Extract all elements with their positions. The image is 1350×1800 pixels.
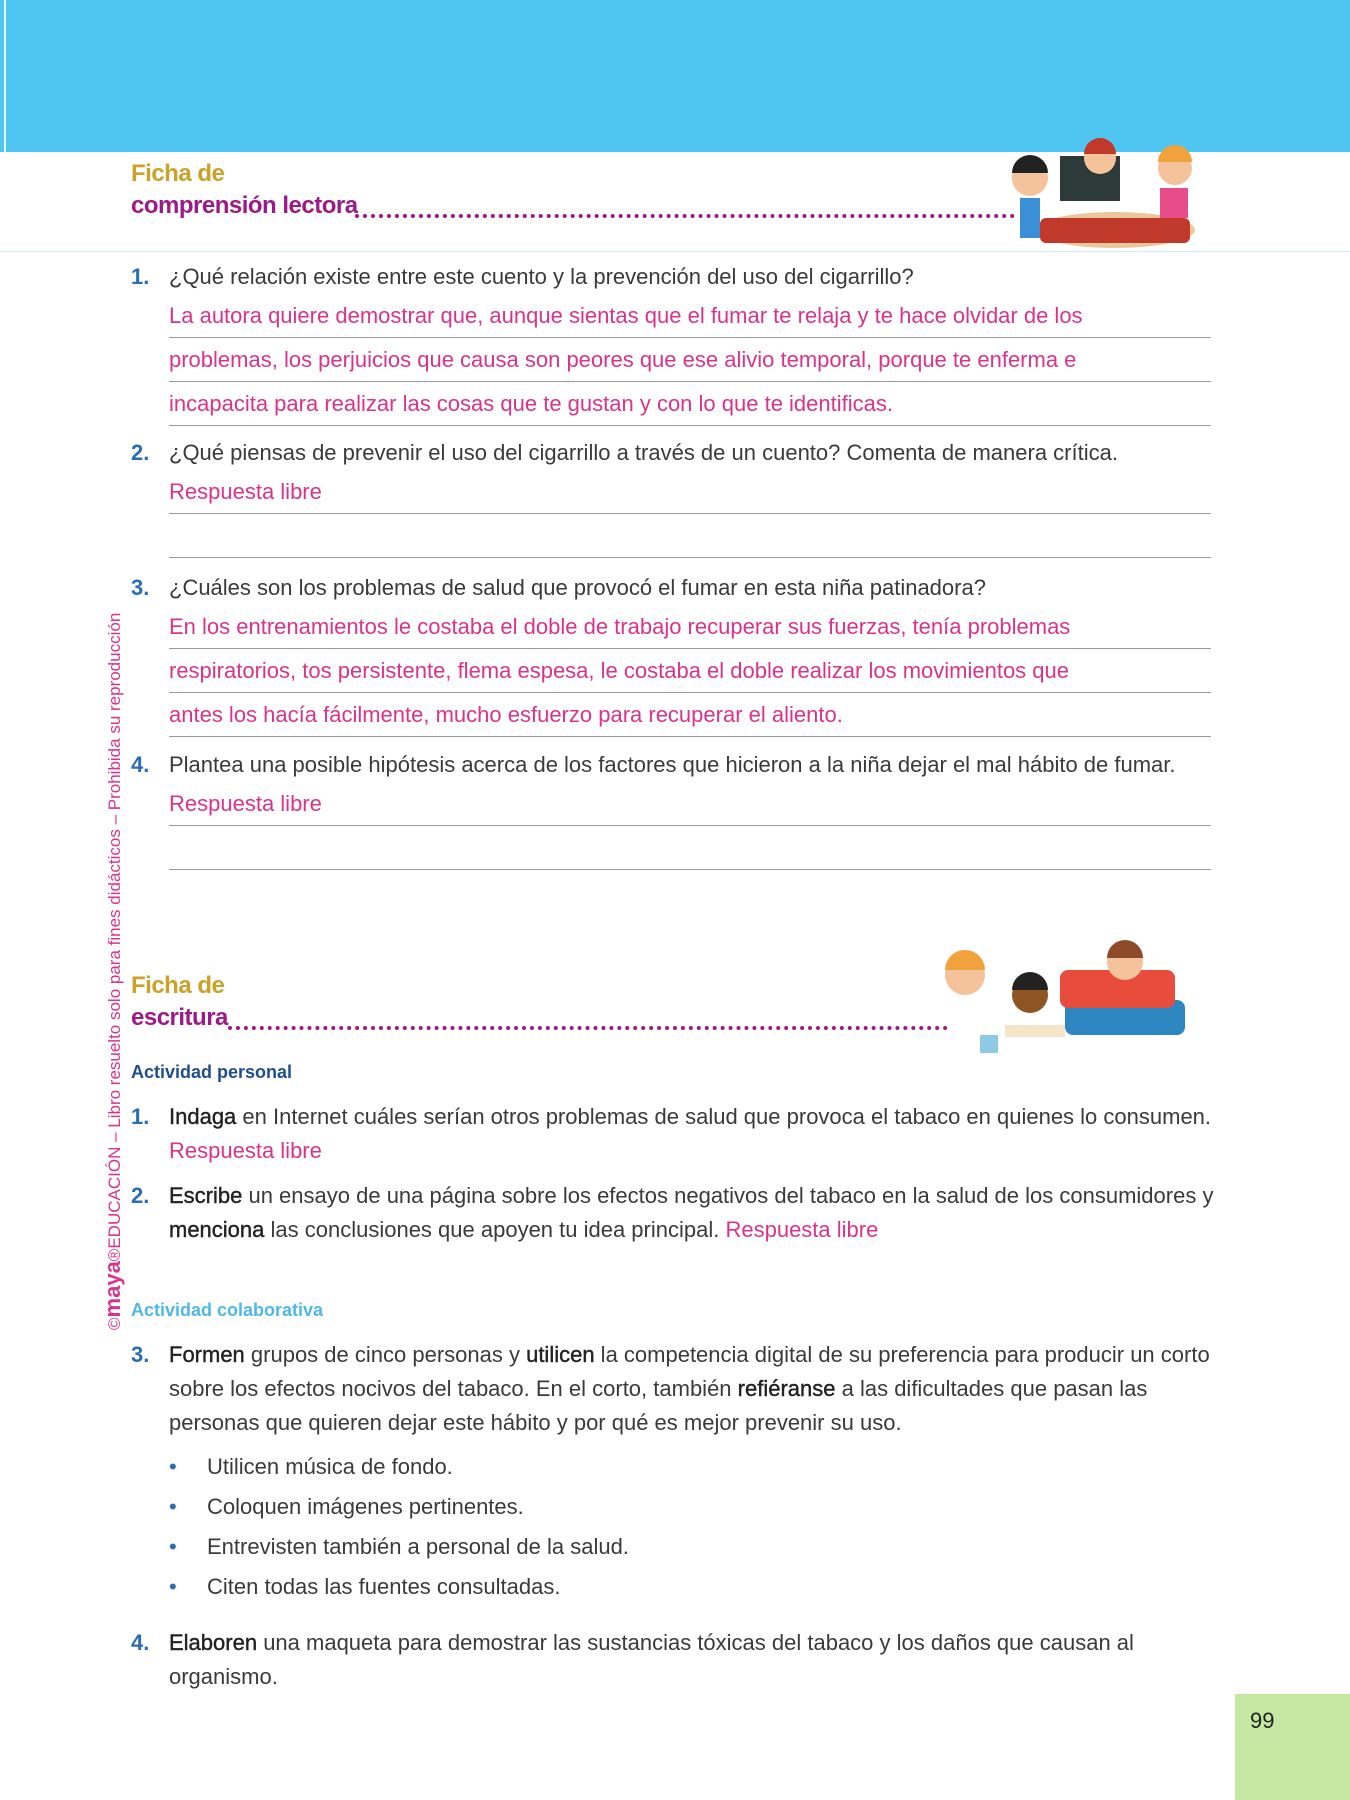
page-number: 99 bbox=[1250, 1708, 1275, 1733]
header-band bbox=[0, 0, 1350, 152]
answer-line: problemas, los perjuicios que causa son peores que ese alivio temporal, porque te enferma e bbox=[169, 338, 1211, 382]
bullet-item: • Utilicen música de fondo. bbox=[169, 1447, 629, 1487]
question-3: 3. ¿Cuáles son los problemas de salud que provocó el fumar en esta niña patinadora? En los entrenamientos le costaba el doble de trabajo recuperar sus fuerzas, tenía problemas respiratorios, tos persistente, flema espesa, le costaba el doble realizar los movimientos que antes los hacía fácilmente, mucho esfuerzo para recuperar el aliento. bbox=[131, 571, 1211, 737]
question-1: 1. ¿Qué relación existe entre este cuento y la prevención del uso del cigarrillo? La autora quiere demostrar que, aunque sientas que el fumar te relaja y te hace olvidar de los problemas, los perjuicios que causa son peores que ese alivio temporal, porque te enferma e incapacita para realizar las cosas que te gustan y con lo que te identificas. bbox=[131, 260, 1211, 426]
writing-item-4: 4. Elaboren una maqueta para demostrar las sustancias tóxicas del tabaco y los daños que causan al organismo. bbox=[131, 1630, 1134, 1689]
writing-item-2: 2. Escribe un ensayo de una página sobre los efectos negativos del tabaco en la salud de los consumidores y menciona las conclusiones que apoyen tu idea principal. Respuesta libre bbox=[131, 1183, 1214, 1242]
blank-line bbox=[169, 514, 1211, 558]
label-actividad-colaborativa: Actividad colaborativa bbox=[131, 1300, 324, 1320]
kids-reading-illustration bbox=[995, 138, 1205, 253]
copyright-side-note: ©maya®EDUCACIÓN – Libro resuelto solo para fines didácticos – Prohibida su reproducción bbox=[100, 612, 125, 1330]
bullet-item: • Citen todas las fuentes consultadas. bbox=[169, 1567, 629, 1607]
answer-line: antes los hacía fácilmente, mucho esfuerzo para recuperar el aliento. bbox=[169, 693, 1211, 737]
bullet-list bbox=[169, 1447, 629, 1607]
page-number-box bbox=[1235, 1694, 1350, 1800]
blank-line bbox=[169, 826, 1211, 870]
dotted-rule bbox=[355, 214, 1015, 218]
label-actividad-personal: Actividad personal bbox=[131, 1062, 293, 1082]
dotted-rule bbox=[228, 1026, 948, 1030]
answer-line: incapacita para realizar las cosas que te gustan y con lo que te identificas. bbox=[169, 382, 1211, 426]
bullet-item: • Coloquen imágenes pertinentes. bbox=[169, 1487, 629, 1527]
writing-item-1: 1. Indaga en Internet cuáles serían otros problemas de salud que provoca el tabaco en quienes lo consumen. Respuesta libre bbox=[131, 1104, 1212, 1163]
answer-line: Respuesta libre bbox=[169, 470, 1211, 514]
answer-line: respiratorios, tos persistente, flema espesa, le costaba el doble realizar los movimientos que bbox=[169, 649, 1211, 693]
answer-line: La autora quiere demostrar que, aunque sientas que el fumar te relaja y te hace olvidar de los bbox=[169, 294, 1211, 338]
question-4: 4. Plantea una posible hipótesis acerca de los factores que hicieron a la niña dejar el mal hábito de fumar. Respuesta libre bbox=[131, 748, 1211, 870]
answer-line: Respuesta libre bbox=[169, 782, 1211, 826]
writing-item-3: 3. Formen grupos de cinco personas y utilicen la competencia digital de su preferencia para producir un corto sobre los efectos nocivos del tabaco. En el corto, también refiéranse a las dificultades que pasan las personas que quieren dejar este hábito y por qué es mejor prevenir su uso. bbox=[131, 1342, 1210, 1435]
section-title-comprension: Ficha de comprensión lectora bbox=[131, 160, 358, 219]
kids-books-illustration bbox=[915, 940, 1205, 1065]
question-2: 2. ¿Qué piensas de prevenir el uso del cigarrillo a través de un cuento? Comenta de manera crítica. Respuesta libre bbox=[131, 436, 1211, 558]
answer-line: En los entrenamientos le costaba el doble de trabajo recuperar sus fuerzas, tenía problemas bbox=[169, 605, 1211, 649]
section-title-escritura: Ficha de escritura bbox=[131, 972, 228, 1031]
bullet-item: • Entrevisten también a personal de la salud. bbox=[169, 1527, 629, 1567]
